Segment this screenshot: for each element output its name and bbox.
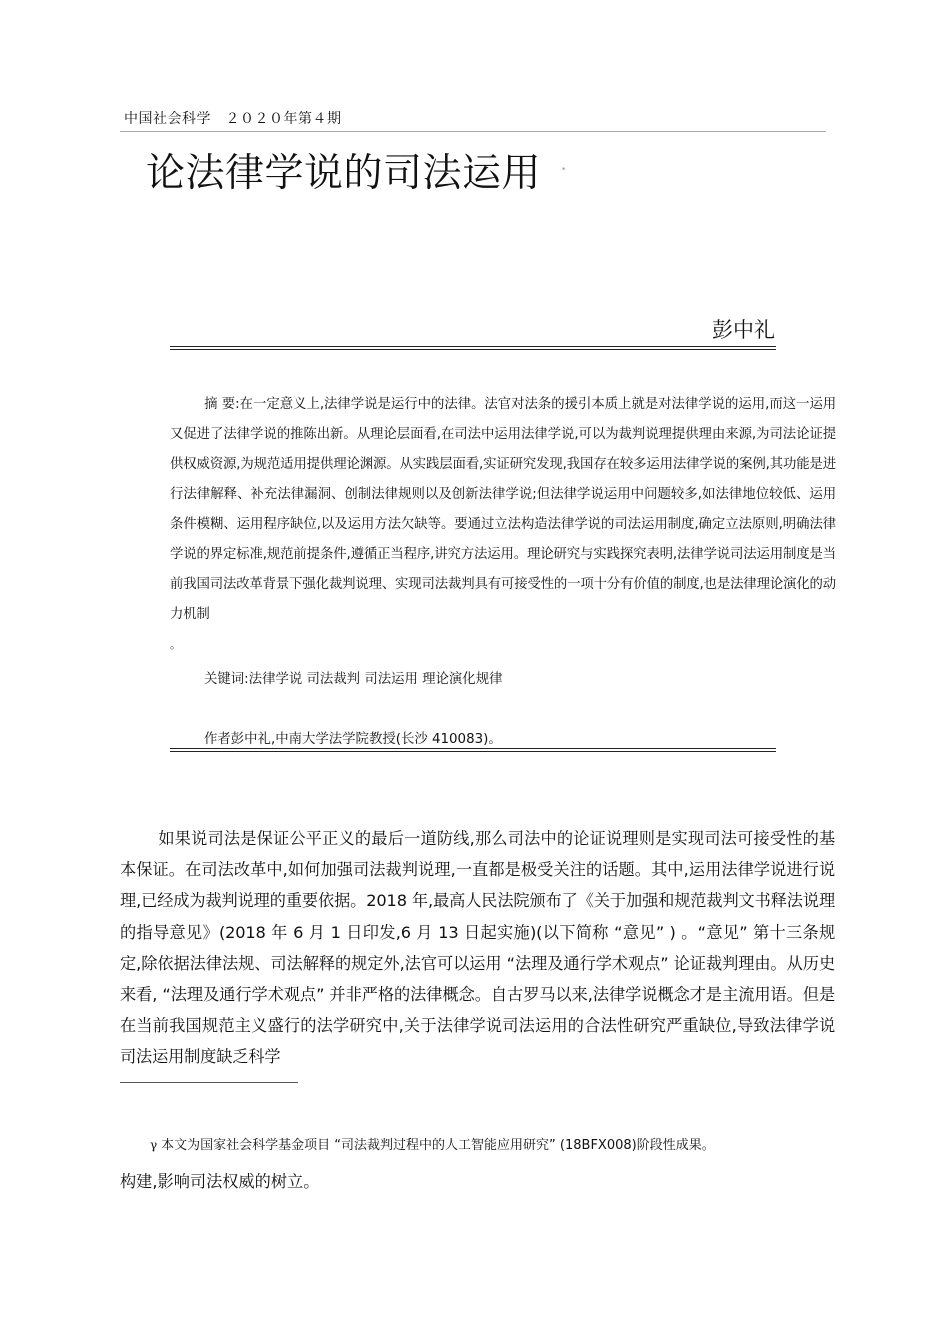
body-continuation: 构建,影响司法权威的树立。 xyxy=(120,1172,320,1191)
abstract-text: 摘 要:在一定意义上,法律学说是运行中的法律。法官对法条的援引本质上就是对法律学说的运用,而这一运用又促进了法律学说的推陈出新。从理论层面看,在司法中运用法律学说,可以为裁判说理提供理由来源,为司法论证提供权威资源,为规范适用提供理论渊源。从实践层面看,实证研究发现,我国存在较多运用法律学说的案例,其功能是进行法律解释、补充法律漏洞、创制法律规则以及创新法律学说;但法律学说运用中问题较多,如法律地位较低、运用条件模糊、运用程序缺位,以及运用方法欠缺等。要通过立法构造法律学说的司法运用制度,确定立法原则,明确法律学说的界定标准,规范前提条件,遵循正当程序,讲究方法运用。理论研究与实践探究表明,法律学说司法运用制度是当前我国司法改革背景下强化裁判说理、实现司法裁判具有可接受性的一项十分有价值的制度,也是法律理论演化的动力机制 xyxy=(170,397,836,622)
abstract-end-mark: 。 xyxy=(170,638,181,651)
abstract-double-rule xyxy=(170,748,776,749)
title-footnote-mark: * xyxy=(562,166,566,174)
footnote-rule xyxy=(120,1082,298,1083)
header-rule xyxy=(120,131,826,132)
keywords: 关键词:法律学说 司法裁判 司法运用 理论演化规律 xyxy=(204,672,503,687)
abstract xyxy=(170,390,836,630)
body-paragraph xyxy=(120,823,835,1073)
journal-header: 中国社会科学 ２０２０年第４期 xyxy=(124,111,342,127)
author-name: 彭中礼 xyxy=(712,318,775,342)
article-title: 论法律学说的司法运用 xyxy=(146,151,542,196)
author-double-rule xyxy=(170,346,776,347)
footnote xyxy=(150,1134,715,1153)
author-note: 作者彭中礼,中南大学法学院教授(长沙 410083)。 xyxy=(204,732,502,747)
footnote-text: 本文为国家社会科学基金项目 “司法裁判过程中的人工智能应用研究” (18BFX008)阶段性成果。 xyxy=(161,1138,715,1153)
footnote-mark: γ xyxy=(150,1138,158,1152)
body-paragraph-text: 如果说司法是保证公平正义的最后一道防线,那么司法中的论证说理则是实现司法可接受性的基本保证。在司法改革中,如何加强司法裁判说理,一直都是极受关注的话题。其中,运用法律学说进行说理,已经成为裁判说理的重要依据。2018 年,最高人民法院颁布了《关于加强和规范裁判文书释法说理的指导意见》(2018 年 6 月 1 日印发,6 月 13 日起实施)(以下简称 “意见” ) 。“意见” 第十三条规定,除依据法律法规、司法解释的规定外,法官可以运用 “法理及通行学术观点” 论证裁判理由。从历史来看, “法理及通行学术观点” 并非严格的法律概念。自古罗马以来,法律学说概念才是主流用语。但是在当前我国规范主义盛行的法学研究中,关于法律学说司法运用的合法性研究严重缺位,导致法律学说司法运用制度缺乏科学 xyxy=(120,829,835,1067)
